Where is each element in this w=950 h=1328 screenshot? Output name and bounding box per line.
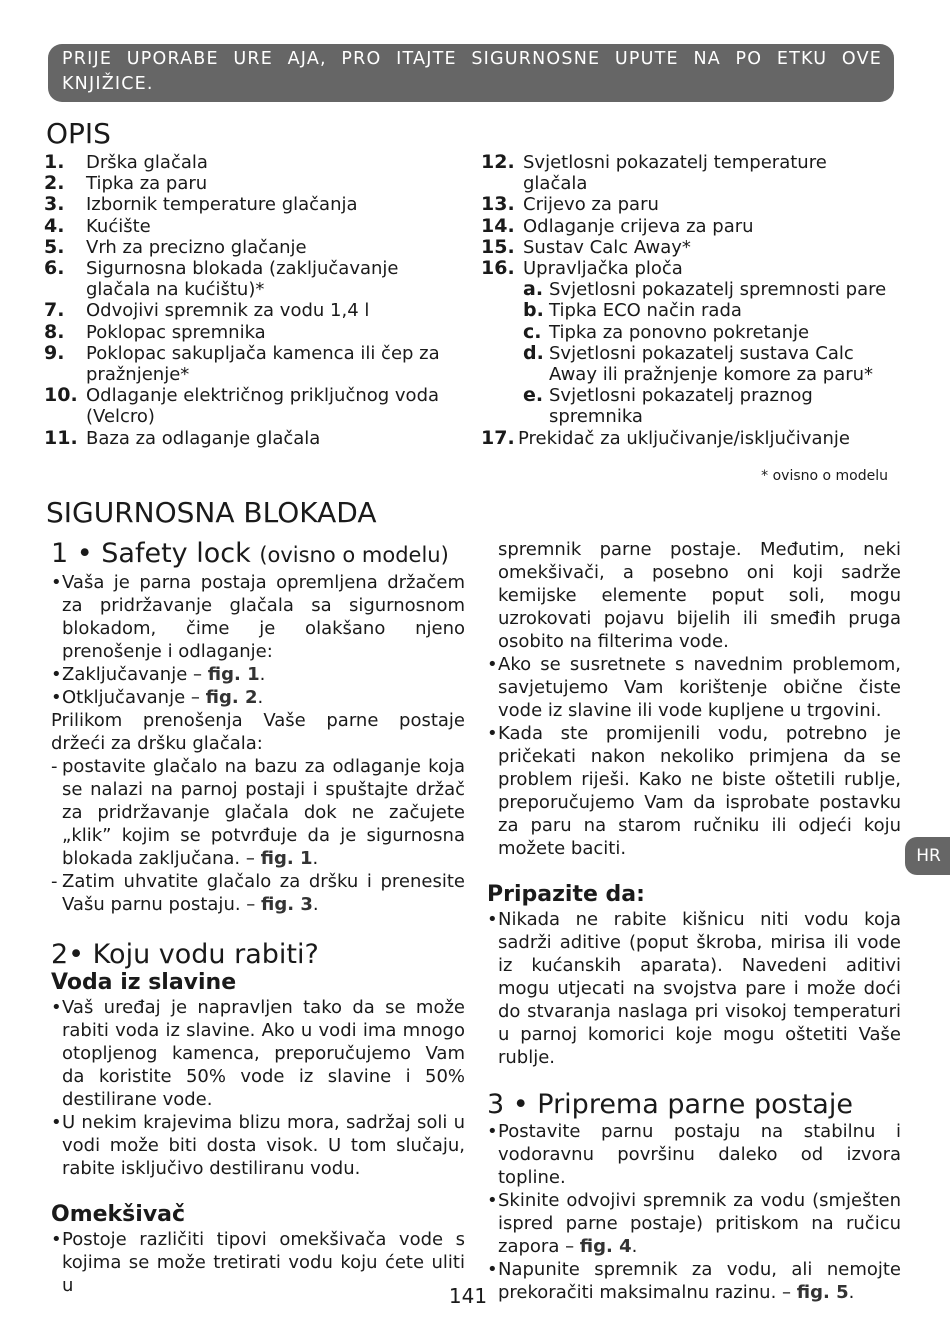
list-item: 12. Svjetlosni pokazatelj temperature glačala bbox=[481, 151, 827, 195]
opis-list-right bbox=[481, 152, 901, 449]
list-item: d. Svjetlosni pokazatelj sustava Calc Away ili pražnjenje komore za paru* bbox=[523, 341, 874, 386]
list-item: • Skinite odvojivi spremnik za vodu (smješten ispred parne postaje) pritiskom na ručicu zapora – fig. 4. bbox=[487, 1189, 901, 1258]
list-item: • Ako se susretnete s navednim problemom, savjetujemo Vam korištenje obične čiste vode iz slavine ili vode kupljene u trgovini. bbox=[487, 653, 901, 722]
list-item: 14. Odlaganje crijeva za paru bbox=[481, 214, 754, 237]
fig-ref: fig. 3 bbox=[261, 894, 313, 915]
list-item: 5. Vrh za precizno glačanje bbox=[44, 235, 307, 258]
opis-title: OPIS bbox=[46, 117, 111, 150]
list-item: 16. Upravljačka ploča bbox=[481, 257, 683, 280]
list-item: • Nikada ne rabite kišnicu niti vodu koja sadrži aditive (poput škroba, mirisa ili vode iz kućanskih aparata). Navedeni aditivi mogu utjecati na svojstva pare i može doći do stvaranja naslaga pri visokoj temperaturi u parnoj komorici koje mogu oštetiti Vaše rublje. bbox=[487, 908, 901, 1069]
list-item: a. Svjetlosni pokazatelj spremnosti pare bbox=[523, 278, 887, 301]
list-item: • Kada ste promijenili vodu, potrebno je pričekati nakon nekoliko primjena da se problem riješi. Kako ne biste oštetili rublje, preporučujemo Vam da isprobate postavku za paru na starom ručniku ili odjeći koju možete baciti. bbox=[487, 722, 901, 860]
list-item: 4. Kućište bbox=[44, 214, 151, 237]
list-item: 6. Sigurnosna blokada (zaključavanje glačala na kućištu)* bbox=[44, 257, 399, 301]
list-item: 3. Izbornik temperature glačanja bbox=[44, 193, 358, 216]
list-item: • Otključavanje – fig. 2. bbox=[51, 686, 465, 709]
list-item: e. Svjetlosni pokazatelj praznog spremnika bbox=[523, 384, 813, 428]
list-item: • Napunite spremnik za vodu, ali nemojte prekoračiti maksimalnu razinu. – fig. 5. bbox=[487, 1258, 901, 1304]
left-column bbox=[51, 538, 465, 1297]
safety-lock-section-title: SIGURNOSNA BLOKADA bbox=[46, 496, 377, 529]
section-2-title: 2• Koju vodu rabiti? bbox=[51, 939, 319, 970]
list-item: • U nekim krajevima blizu mora, sadržaj soli u vodi može biti dosta visok. U tom slučaju, rabite isključivo destiliranu vodu. bbox=[51, 1111, 465, 1180]
list-item: 13. Crijevo za paru bbox=[481, 193, 659, 216]
list-item: 7. Odvojivi spremnik za vodu 1,4 l bbox=[44, 299, 370, 322]
list-item: • Vaša je parna postaja opremljena držačem za pridržavanje glačala sa sigurnosnom blokadom, čime je olakšano njeno prenošenje i odlaganje: bbox=[51, 571, 465, 663]
list-item: 1. Drška glačala bbox=[44, 151, 208, 173]
paragraph: spremnik parne postaje. Međutim, neki omekšivači, a posebno oni koji sadrže kemijske elemente poput soli, mogu uzrokovati pojavu bijelih ili smeđih pruga osobito na filterima vode. bbox=[498, 539, 901, 652]
caution-heading: Pripazite da: bbox=[487, 882, 645, 907]
safety-banner: PRIJE UPORABE URE AJA, PRO ITAJTE SIGURNOSNE UPUTE NA PO ETKU OVE KNJIŽICE. bbox=[48, 44, 894, 102]
fig-ref: fig. 1 bbox=[207, 664, 260, 685]
page-number: 141 bbox=[448, 1284, 488, 1308]
list-item: 15. Sustav Calc Away* bbox=[481, 235, 691, 258]
list-item: 8. Poklopac spremnika bbox=[44, 320, 266, 343]
section-3-title: 3 • Priprema parne postaje bbox=[487, 1089, 853, 1120]
list-item: 17. Prekidač za uključivanje/isključivanje bbox=[481, 426, 850, 449]
opis-list-left bbox=[44, 152, 454, 449]
list-item: 2. Tipka za paru bbox=[44, 172, 208, 195]
tap-water-heading: Voda iz slavine bbox=[51, 970, 237, 995]
language-tab: HR bbox=[905, 837, 950, 875]
right-column bbox=[487, 538, 901, 1304]
list-item: • Zaključavanje – fig. 1. bbox=[51, 663, 465, 686]
list-item: • Postavite parnu postaju na stabilnu i vodoravnu površinu daleko od izvora topline. bbox=[487, 1120, 901, 1189]
softener-heading: Omekšivač bbox=[51, 1202, 186, 1227]
list-item: • Vaš uređaj je napravljen tako da se može rabiti voda iz slavine. Ako u vodi ima mnogo otopljenog kamenca, preporučujemo Vam da koristite 50% vode iz slavine i 50% destilirane vode. bbox=[51, 996, 465, 1111]
fig-ref: fig. 1 bbox=[260, 848, 313, 869]
section-1-title: 1 • Safety lock (ovisno o modelu) bbox=[51, 538, 449, 569]
list-item: 11. Baza za odlaganje glačala bbox=[44, 426, 321, 449]
list-item: c. Tipka za ponovno pokretanje bbox=[523, 320, 810, 343]
list-item: - postavite glačalo na bazu za odlaganje koja se nalazi na parnoj postaji i spuštajte držač za pridržavanje glačala dok ne začujete „klik” kojim se potvrđuje da je sigurnosna blokada zaključana. – fig. 1. bbox=[51, 755, 465, 870]
list-item: • Postoje različiti tipovi omekšivača vode s kojima se može tretirati vodu koju ćete uliti u bbox=[51, 1228, 465, 1297]
fig-ref: fig. 2 bbox=[205, 687, 258, 708]
list-item: 9. Poklopac sakupljača kamenca ili čep za pražnjenje* bbox=[44, 341, 440, 386]
paragraph: Prilikom prenošenja Vaše parne postaje držeći za dršku glačala: bbox=[51, 710, 465, 754]
list-item: b. Tipka ECO način rada bbox=[523, 299, 742, 322]
fig-ref: fig. 4 bbox=[579, 1236, 632, 1257]
model-footnote: * ovisno o modelu bbox=[761, 468, 888, 484]
list-item: - Zatim uhvatite glačalo za dršku i prenesite Vašu parnu postaju. – fig. 3. bbox=[51, 870, 465, 916]
fig-ref: fig. 5 bbox=[796, 1282, 849, 1303]
list-item: 10. Odlaganje električnog priključnog voda (Velcro) bbox=[44, 384, 440, 428]
